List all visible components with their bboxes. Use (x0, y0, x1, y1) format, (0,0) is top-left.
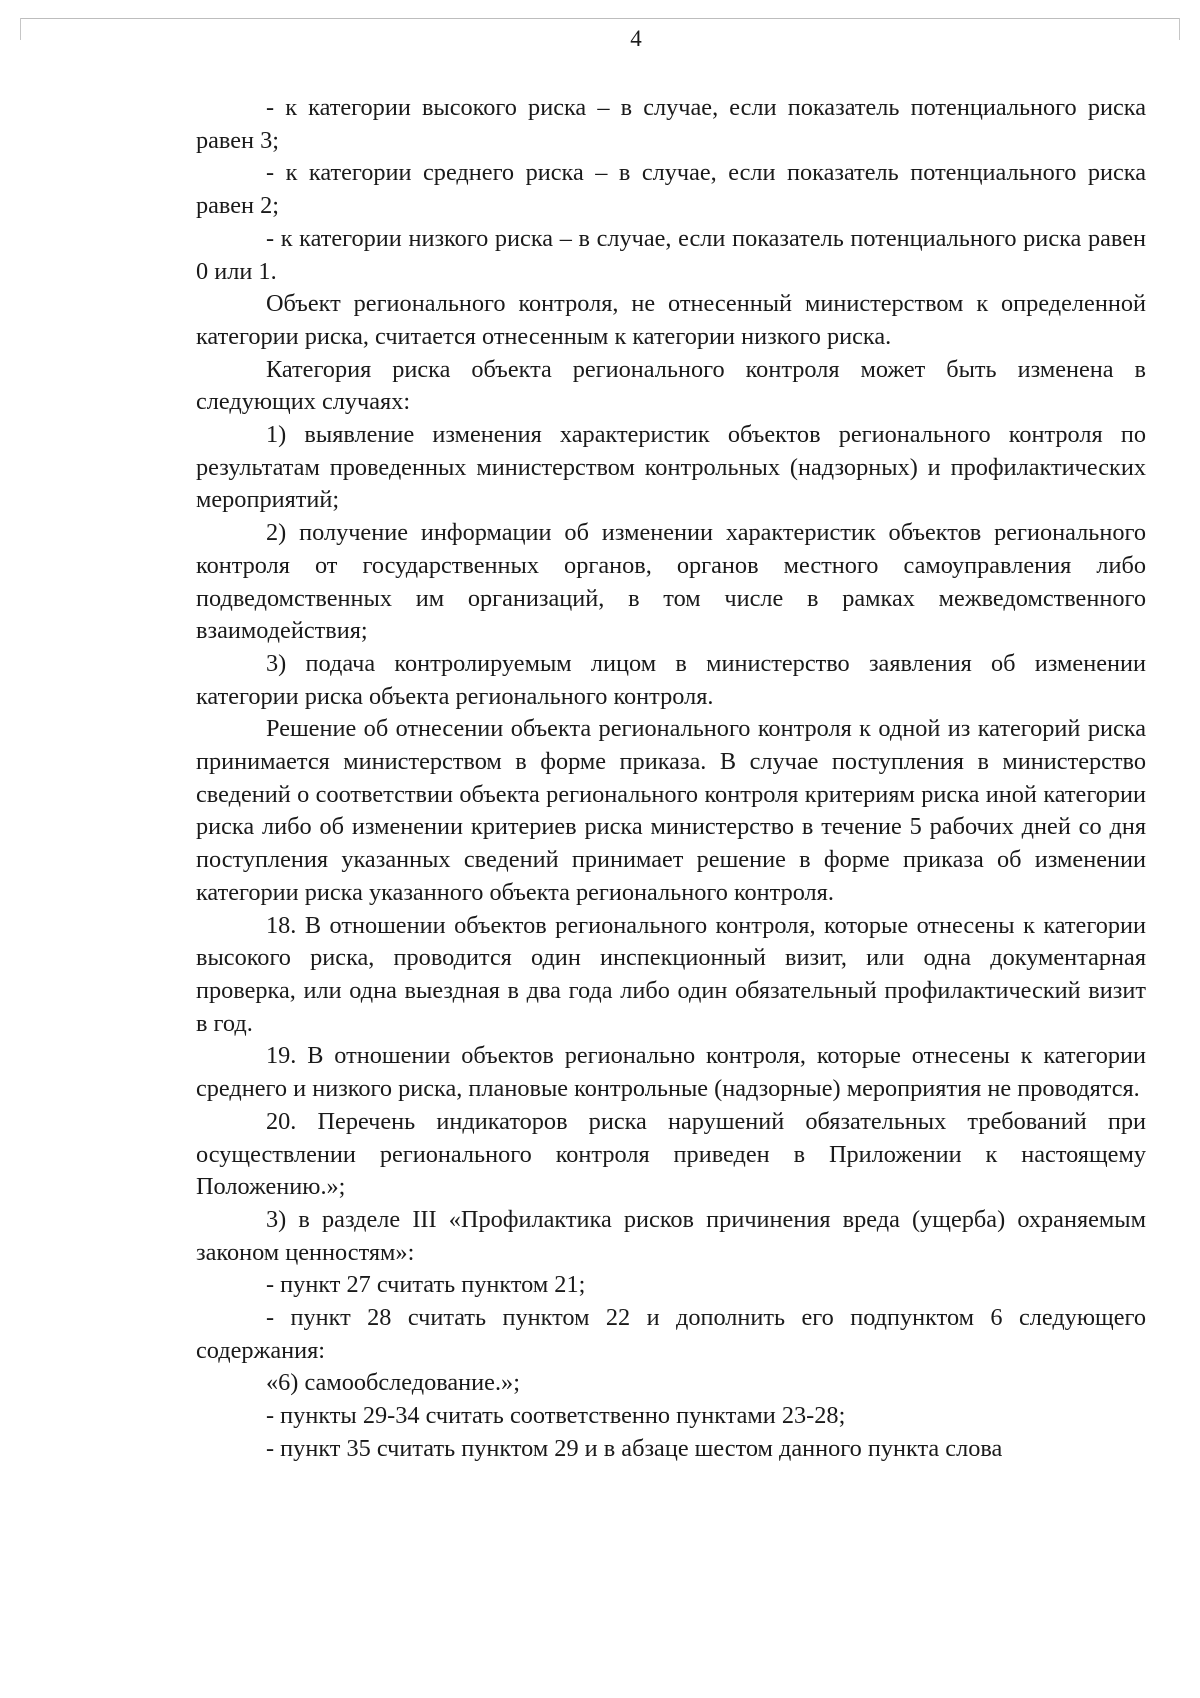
paragraph-item-20: 20. Перечень индикаторов риска нарушений обязательных требований при осуществлении регионального контроля приведен в Приложении к настоящему Положению.»; (196, 1107, 1146, 1201)
paragraph-points-29-34: - пункты 29-34 считать соответственно пунктами 23-28; (266, 1402, 846, 1430)
paragraph-point-35: - пункт 35 считать пунктом 29 и в абзаце шестом данного пункта слова (266, 1434, 1003, 1462)
paragraph-medium-risk: - к категории среднего риска – в случае, если показатель потенциального риска равен 2; (196, 159, 1146, 220)
paragraph-low-risk: - к категории низкого риска – в случае, если показатель потенциального риска равен 0 или 1. (196, 224, 1146, 285)
paragraph-section-3: 3) в разделе III «Профилактика рисков причинения вреда (ущерба) охраняемым законом ценностям»: (196, 1205, 1146, 1266)
paragraph-point-27: - пункт 27 считать пунктом 21; (266, 1271, 586, 1299)
paragraph-decision: Решение об отнесении объекта регионального контроля к одной из категорий риска принимается министерством в форме приказа. В случае поступления в министерство сведений о соответствии объекта регионального контроля критериям риска иной категории риска либо об изменении критериев риска министерство в течение 5 рабочих дней со дня поступления указанных сведений принимает решение в форме приказа об изменении категории риска указанного объекта регионального контроля. (196, 715, 1146, 906)
paragraph-self-survey: «6) самообследование.»; (266, 1369, 520, 1397)
paragraph-category-change: Категория риска объекта регионального контроля может быть изменена в следующих случаях: (196, 355, 1146, 416)
paragraph-case-2: 2) получение информации об изменении характеристик объектов регионального контроля от государственных органов, органов местного самоуправления либо подведомственных им организаций, в том числе в рамках межведомственного взаимодействия; (196, 519, 1146, 645)
paragraph-case-3: 3) подача контролируемым лицом в министерство заявления об изменении категории риска объекта регионального контроля. (196, 649, 1146, 710)
paragraph-item-18: 18. В отношении объектов регионального контроля, которые отнесены к категории высокого риска, проводится один инспекционный визит, или одна документарная проверка, или одна выездная в два года либо один обязательный профилактический визит в год. (196, 911, 1146, 1037)
paragraph-case-1: 1) выявление изменения характеристик объектов регионального контроля по результатам проведенных министерством контрольных (надзорных) и профилактических мероприятий; (196, 421, 1146, 514)
paragraph-high-risk: - к категории высокого риска – в случае, если показатель потенциального риска равен 3; (196, 94, 1146, 154)
paragraph-point-28: - пункт 28 считать пунктом 22 и дополнить его подпунктом 6 следующего содержания: (196, 1304, 1146, 1364)
document-body (196, 92, 1146, 1466)
page-number: 4 (630, 26, 642, 51)
paragraph-unassigned-object: Объект регионального контроля, не отнесенный министерством к определенной категории риска, считается отнесенным к категории низкого риска. (196, 290, 1146, 350)
scan-top-border (20, 18, 1180, 19)
paragraph-item-19: 19. В отношении объектов регионально контроля, которые отнесены к категории среднего и низкого риска, плановые контрольные (надзорные) мероприятия не проводятся. (196, 1042, 1146, 1103)
